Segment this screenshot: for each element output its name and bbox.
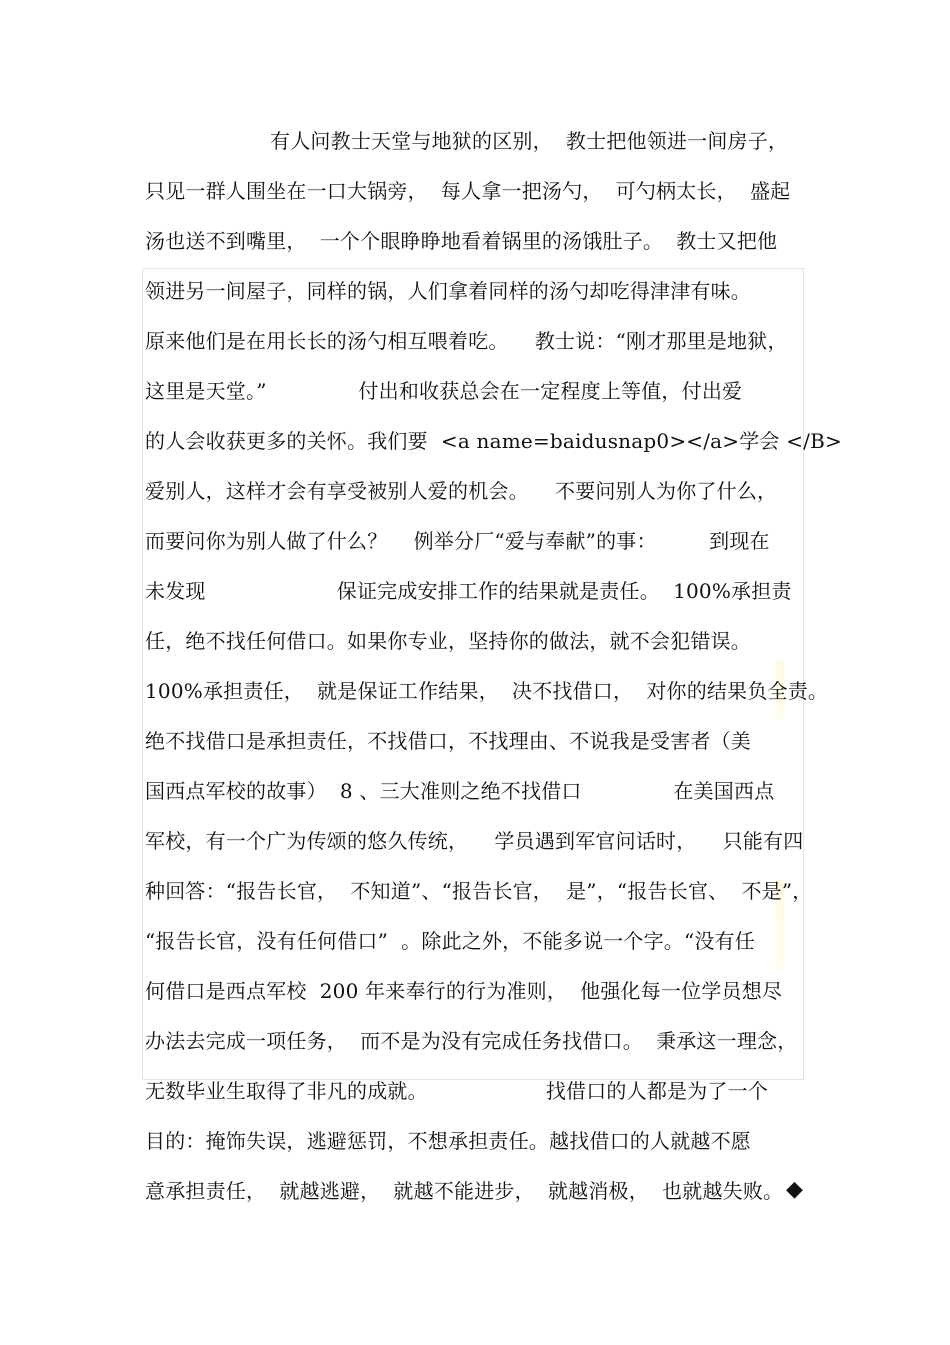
text-line: 领进另一间屋子，同样的锅，人们拿着同样的汤勺却吃得津津有味。: [145, 279, 751, 303]
text-line: 100%承担责任， 就是保证工作结果， 决不找借口， 对你的结果负全责。: [145, 679, 829, 703]
end-diamond-icon: ◆: [786, 1177, 803, 1202]
text-line: 国西点军校的故事） 8 、三大准则之绝不找借口 在美国西点: [145, 779, 775, 803]
text-line: 军校，有一个广为传颂的悠久传统， 学员遇到军官问话时， 只能有四: [145, 829, 804, 853]
text-line: 汤也送不到嘴里， 一个个眼睁睁地看着锅里的汤饿肚子。 教士又把他: [145, 229, 778, 253]
text-line: 而要问你为别人做了什么？ 例举分厂“爱与奉献”的事： 到现在: [145, 529, 770, 553]
text-line: 办法去完成一项任务， 而不是为没有完成任务找借口。 秉承这一理念，: [145, 1029, 798, 1053]
text-line: 原来他们是在用长长的汤勺相互喂着吃。 教士说：“刚才那里是地狱，: [145, 329, 788, 353]
text-line: “报告长官，没有任何借口” 。除此之外，不能多说一个字。“没有任: [145, 929, 755, 953]
text-line: 爱别人，这样才会有享受被别人爱的机会。 不要问别人为你了什么，: [145, 479, 778, 503]
text-line: 任，绝不找任何借口。如果你专业，坚持你的做法，就不会犯错误。: [145, 629, 751, 653]
text-line: 这里是天堂。” 付出和收获总会在一定程度上等值，付出爱: [145, 379, 743, 403]
text-line: 只见一群人围坐在一口大锅旁， 每人拿一把汤勺， 可勺柄太长， 盛起: [145, 179, 791, 203]
text-line: 目的：掩饰失误，逃避惩罚，不想承担责任。越找借口的人就越不愿: [145, 1129, 751, 1153]
text-line: 有人问教士天堂与地狱的区别， 教士把他领进一间房子，: [270, 129, 789, 153]
text-line: 何借口是西点军校 200 年来奉行的行为准则， 他强化每一位学员想尽: [145, 979, 783, 1003]
text-line: 意承担责任， 就越逃避， 就越不能进步， 就越消极， 也就越失败。: [145, 1179, 784, 1203]
text-line: 绝不找借口是承担责任，不找借口，不找理由、不说我是受害者（美: [145, 729, 751, 753]
text-line: 无数毕业生取得了非凡的成就。 找借口的人都是为了一个: [145, 1079, 769, 1103]
text-line: 未发现 保证完成安排工作的结果就是责任。 100%承担责: [145, 579, 792, 603]
text-line: 的人会收获更多的关怀。我们要 <a name=baidusnap0></a>学会 </B>: [145, 429, 842, 453]
text-line: 种回答：“报告长官， 不知道”、“报告长官， 是”，“报告长官、 不是”，: [145, 879, 813, 903]
